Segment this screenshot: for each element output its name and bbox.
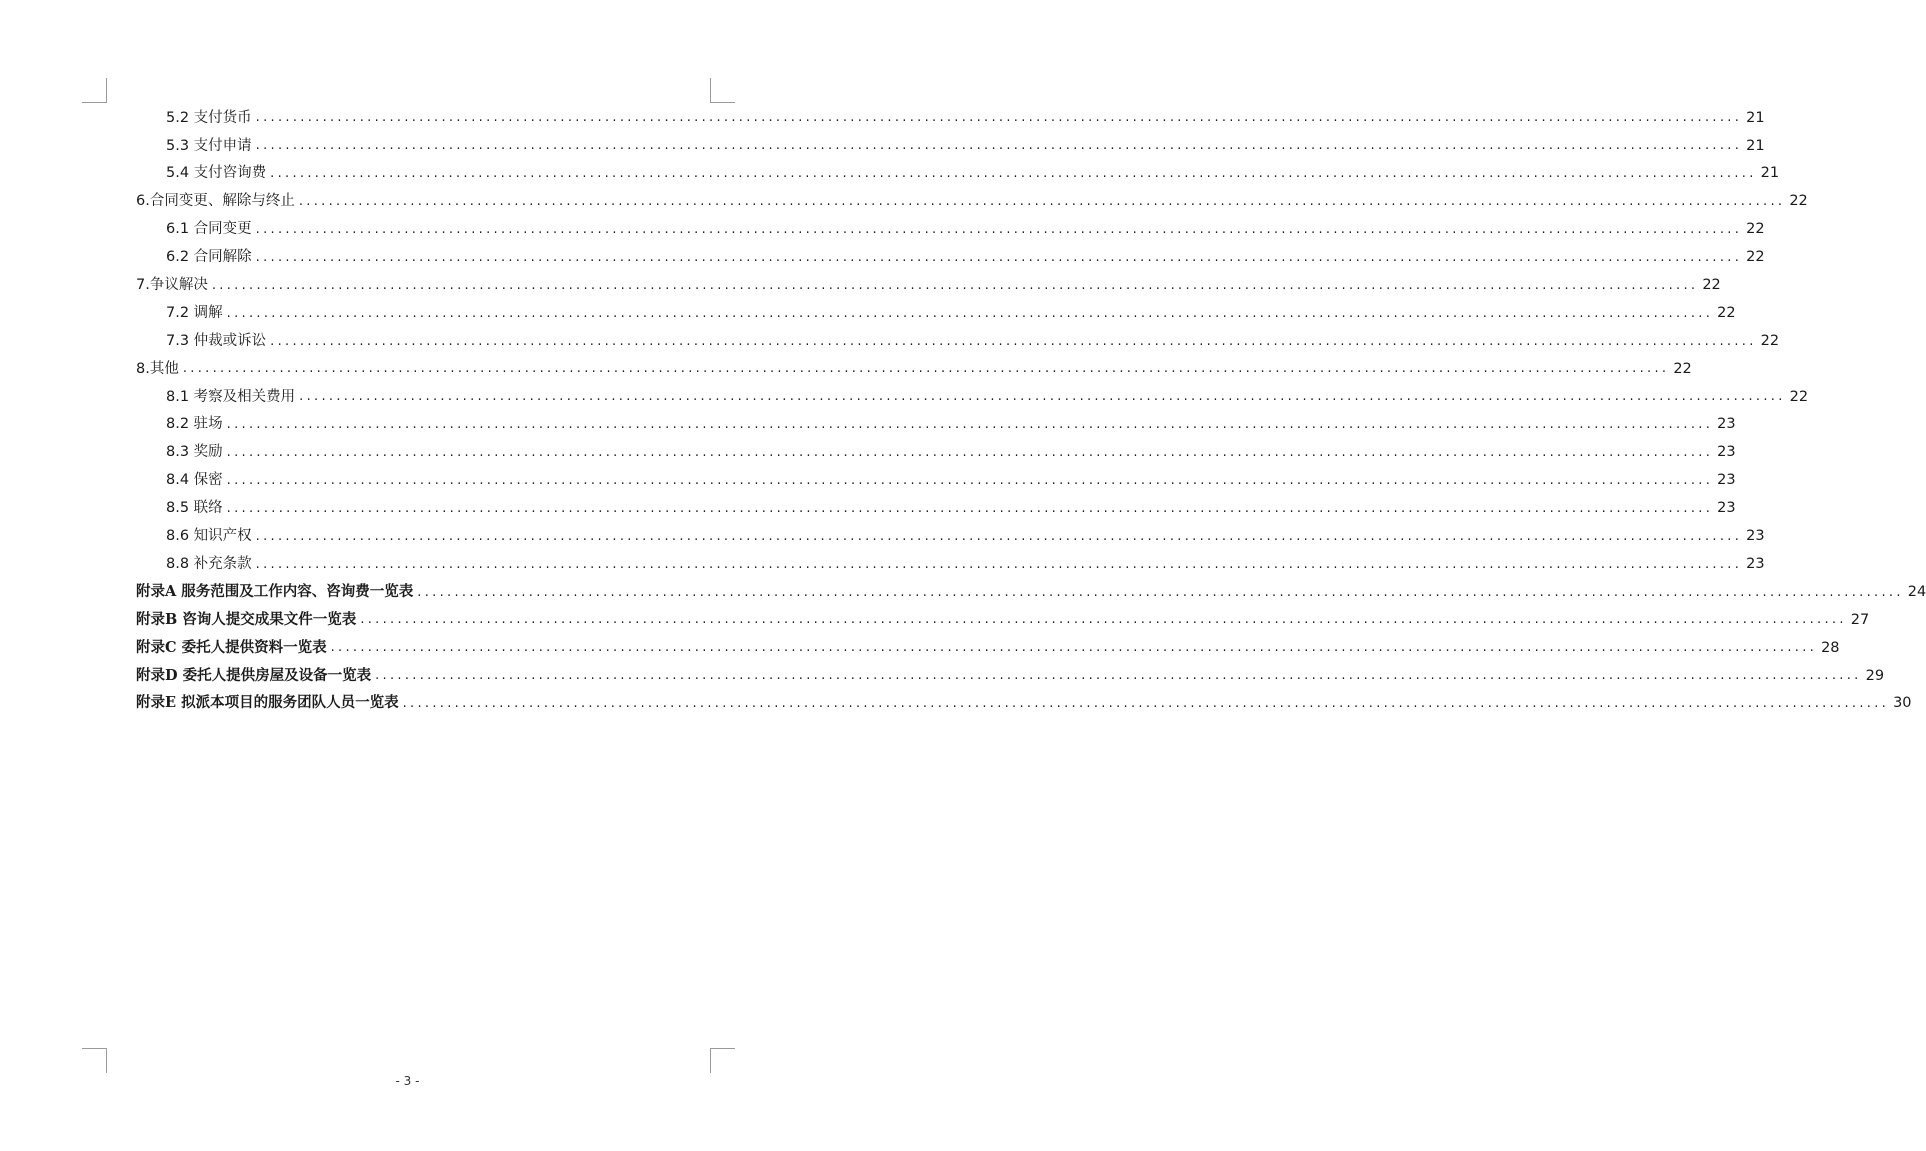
toc-entry-title: 8.其他 (136, 360, 179, 377)
toc-entry-page: 21 (1746, 109, 1765, 126)
crop-mark-top-right (710, 78, 735, 103)
toc-entry-title: 附录C 委托人提供资料一览表 (136, 638, 327, 656)
toc-entry[interactable] (136, 690, 1912, 718)
toc-entry-page: 22 (1789, 388, 1809, 405)
toc-entry-title: 附录A 服务范围及工作内容、咨询费一览表 (136, 582, 414, 600)
toc-entry-page: 21 (1746, 137, 1765, 154)
toc-entry-title: 8.2 驻场 (166, 416, 223, 433)
toc-dot-leader: ........................................................................................................................................................................................................ (255, 528, 1743, 544)
toc-entry[interactable] (136, 467, 1736, 495)
toc-entry[interactable] (136, 606, 1870, 634)
toc-dot-leader: ........................................................................................................................................................................................................ (402, 696, 1890, 712)
toc-dot-leader: ........................................................................................................................................................................................................ (255, 110, 1743, 126)
toc-entry-title: 附录E 拟派本项目的服务团队人员一览表 (136, 694, 399, 712)
toc-entry-page: 22 (1746, 221, 1765, 238)
toc-entry[interactable] (136, 439, 1736, 467)
toc-entry-title: 6.合同变更、解除与终止 (136, 193, 295, 210)
toc-dot-leader: ........................................................................................................................................................................................................ (255, 556, 1743, 572)
toc-entry[interactable] (136, 327, 1780, 355)
toc-entry-title: 附录D 委托人提供房屋及设备一览表 (136, 666, 372, 684)
toc-entry-page: 22 (1760, 332, 1780, 349)
toc-dot-leader: ........................................................................................................................................................................................................ (255, 249, 1743, 265)
crop-mark-bottom-right (710, 1048, 735, 1073)
toc-entry-page: 30 (1893, 695, 1912, 712)
toc-entry-page: 21 (1760, 165, 1780, 182)
crop-mark-bottom-left (82, 1048, 107, 1073)
toc-entry-title: 8.5 联络 (166, 500, 223, 517)
toc-entry-page: 23 (1746, 528, 1765, 545)
toc-entry-page: 23 (1746, 555, 1765, 572)
toc-entry-title: 6.2 合同解除 (166, 249, 252, 266)
toc-entry[interactable] (136, 188, 1808, 216)
toc-entry-page: 22 (1673, 360, 1692, 377)
toc-entry-page: 22 (1746, 249, 1765, 266)
toc-dot-leader: ........................................................................................................................................................................................................ (226, 473, 1714, 489)
crop-mark-top-left (82, 78, 107, 103)
toc-dot-leader: ........................................................................................................................................................................................................ (226, 305, 1714, 321)
toc-dot-leader: ........................................................................................................................................................................................................ (226, 445, 1714, 461)
toc-entry[interactable] (136, 522, 1765, 550)
toc-entry-title: 7.2 调解 (166, 304, 223, 321)
toc-entry-title: 8.8 补充条款 (166, 555, 252, 572)
toc-entry[interactable] (136, 132, 1765, 160)
toc-dot-leader: ........................................................................................................................................................................................................ (226, 500, 1714, 516)
toc-entry-page: 22 (1717, 304, 1736, 321)
toc-entry-page: 29 (1865, 667, 1885, 684)
toc-dot-leader: ........................................................................................................................................................................................................ (360, 612, 1847, 628)
toc-entry-page: 23 (1717, 416, 1736, 433)
toc-entry-page: 23 (1717, 472, 1736, 489)
toc-entry[interactable] (136, 411, 1736, 439)
toc-dot-leader: ........................................................................................................................................................................................................ (270, 333, 1757, 349)
toc-entry-page: 27 (1850, 611, 1870, 628)
toc-dot-leader: ........................................................................................................................................................................................................ (255, 138, 1743, 154)
toc-entry[interactable] (136, 243, 1765, 271)
toc-dot-leader: ........................................................................................................................................................................................................ (375, 668, 1862, 684)
toc-entry[interactable] (136, 355, 1692, 383)
toc-entry[interactable] (136, 299, 1736, 327)
toc-entry-title: 8.3 奖励 (166, 444, 223, 461)
page-number: - 3 - (395, 1074, 420, 1088)
toc-dot-leader: ........................................................................................................................................................................................................ (270, 166, 1757, 182)
toc-dot-leader: ........................................................................................................................................................................................................ (298, 194, 1786, 210)
toc-dot-leader: ........................................................................................................................................................................................................ (211, 277, 1699, 293)
toc-entry-page: 22 (1789, 193, 1808, 210)
toc-entry-title: 5.3 支付申请 (166, 137, 252, 154)
toc-dot-leader: ........................................................................................................................................................................................................ (299, 389, 1786, 405)
toc-entry-title: 附录B 咨询人提交成果文件一览表 (136, 610, 357, 628)
toc-entry[interactable] (136, 550, 1765, 578)
table-of-contents (136, 104, 1926, 718)
toc-entry[interactable] (136, 494, 1736, 522)
toc-entry[interactable] (136, 104, 1765, 132)
toc-entry-page: 23 (1717, 500, 1736, 517)
toc-entry-title: 5.4 支付咨询费 (166, 165, 267, 182)
toc-entry[interactable] (136, 662, 1885, 690)
toc-entry-page: 28 (1821, 639, 1840, 656)
toc-entry[interactable] (136, 578, 1926, 606)
toc-dot-leader: ........................................................................................................................................................................................................ (182, 361, 1670, 377)
toc-entry-page: 24 (1907, 583, 1926, 600)
toc-entry-title: 6.1 合同变更 (166, 221, 252, 238)
toc-entry-page: 23 (1717, 444, 1736, 461)
toc-dot-leader: ........................................................................................................................................................................................................ (255, 222, 1743, 237)
toc-entry-title: 8.6 知识产权 (166, 528, 252, 545)
toc-entry-title: 7.3 仲裁或诉讼 (166, 332, 267, 349)
toc-entry-page: 22 (1702, 277, 1721, 294)
toc-entry-title: 5.2 支付货币 (166, 109, 252, 126)
toc-entry[interactable] (136, 383, 1809, 411)
toc-dot-leader: ........................................................................................................................................................................................................ (417, 584, 1904, 600)
toc-entry[interactable] (136, 216, 1765, 244)
toc-entry[interactable] (136, 271, 1721, 299)
toc-dot-leader: ........................................................................................................................................................................................................ (330, 640, 1818, 656)
toc-entry-title: 8.1 考察及相关费用 (166, 388, 296, 405)
toc-entry[interactable] (136, 634, 1840, 662)
toc-entry-title: 7.争议解决 (136, 277, 208, 294)
toc-entry[interactable] (136, 160, 1780, 188)
toc-entry-title: 8.4 保密 (166, 472, 223, 489)
toc-dot-leader: ........................................................................................................................................................................................................ (226, 417, 1714, 433)
